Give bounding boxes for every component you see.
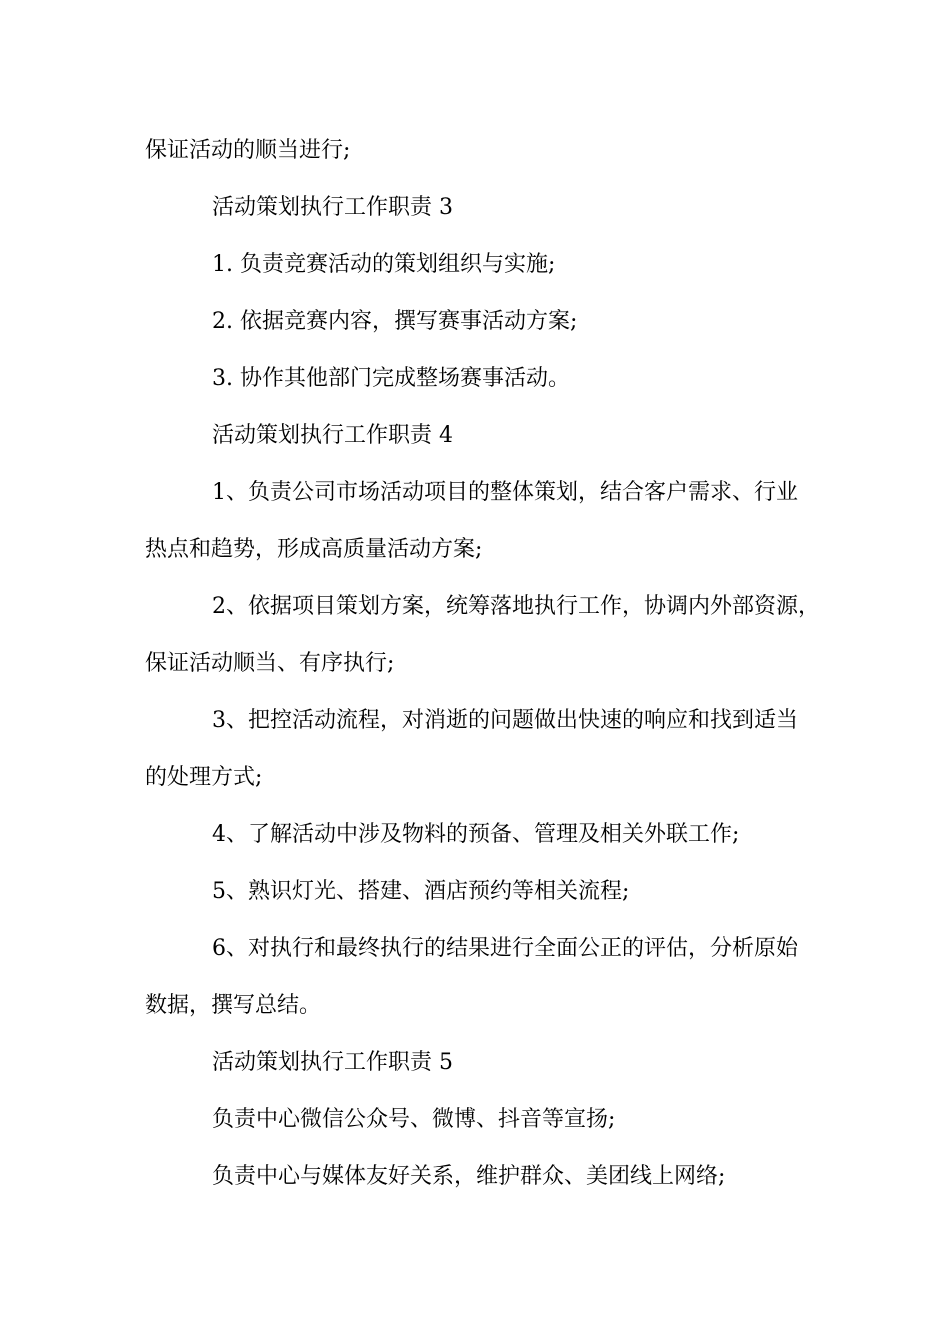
list-item: 6、对执行和最终执行的结果进行全面公正的评估，分析原始 (212, 936, 798, 961)
text-line: 热点和趋势，形成高质量活动方案; (145, 537, 483, 562)
list-item: 1. 负责竞赛活动的策划组织与实施; (212, 252, 556, 277)
list-item: 3. 协作其他部门完成整场赛事活动。 (212, 366, 570, 391)
text-line: 的处理方式; (145, 765, 263, 790)
section-heading: 活动策划执行工作职责 3 (212, 195, 453, 220)
list-item: 5、熟识灯光、搭建、酒店预约等相关流程; (212, 879, 630, 904)
list-item: 3、把控活动流程，对消逝的问题做出快速的响应和找到适当 (212, 708, 798, 733)
list-item: 4、了解活动中涉及物料的预备、管理及相关外联工作; (212, 822, 740, 847)
paragraph: 负责中心微信公众号、微博、抖音等宣扬; (212, 1107, 616, 1132)
text-line: 保证活动顺当、有序执行; (145, 651, 395, 676)
list-item: 2. 依据竞赛内容，撰写赛事活动方案; (212, 309, 578, 334)
text-line: 数据，撰写总结。 (145, 993, 322, 1018)
paragraph: 负责中心与媒体友好关系，维护群众、美团线上网络; (212, 1164, 726, 1189)
list-item: 1、负责公司市场活动项目的整体策划，结合客户需求、行业 (212, 480, 798, 505)
list-item: 2、依据项目策划方案，统筹落地执行工作，协调内外部资源， (212, 594, 820, 619)
text-line: 保证活动的顺当进行; (145, 138, 351, 163)
section-heading: 活动策划执行工作职责 5 (212, 1050, 453, 1075)
section-heading: 活动策划执行工作职责 4 (212, 423, 453, 448)
